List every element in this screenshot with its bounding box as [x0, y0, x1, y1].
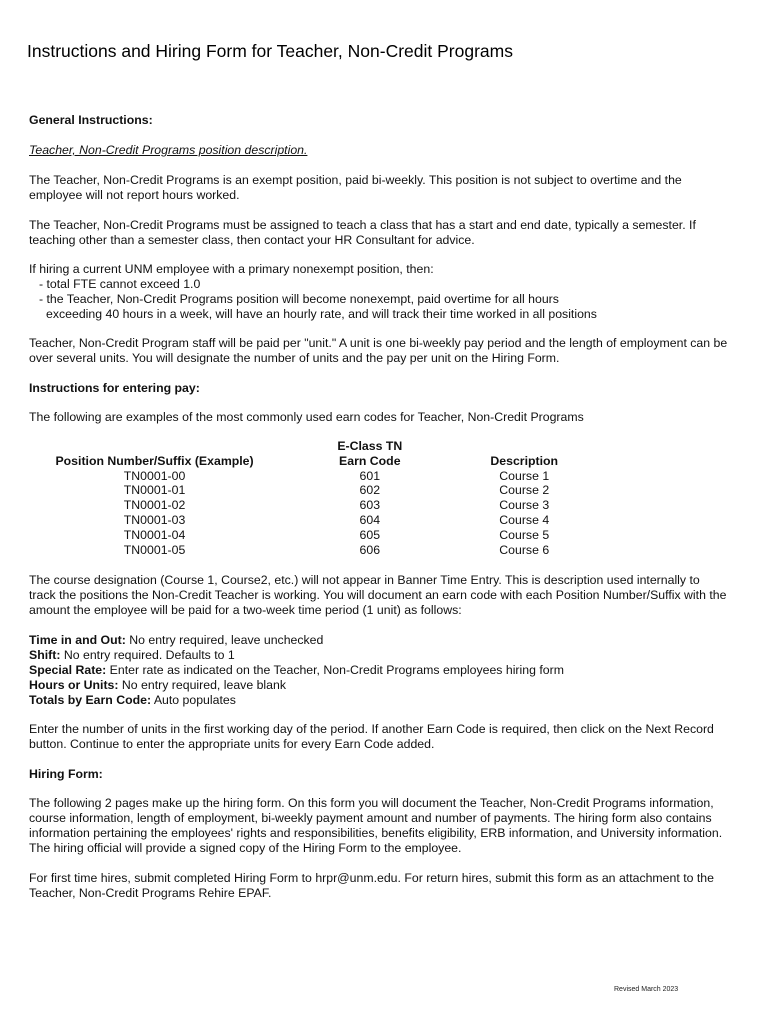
- submission-paragraph: For first time hires, submit completed Hiring Form to hrpr@unm.edu. For return hires, submit this form as an attachment to the Teacher, Non-Credit Programs Rehire EPAF.: [29, 871, 714, 900]
- overtime-bullet-continued: exceeding 40 hours in a week, will have an hourly rate, and will track their time worked in all positions: [46, 307, 597, 321]
- earn-code-cell: 603: [359, 498, 381, 513]
- description-cell: Course 1: [499, 468, 550, 483]
- hiring-form-paragraph: The following 2 pages make up the hiring form. On this form you will document the Teacher, Non-Credit Programs information, course information, length of employment, bi-weekly payment amount and number of payments. The hiring form also contains information pertaining the employees' rights and responsibilities, benefits eligibility, ERB information, and University information. The hiring official will provide a signed copy of the Hiring Form to the employee.: [29, 796, 723, 855]
- page-title: Instructions and Hiring Form for Teacher, Non-Credit Programs: [27, 41, 513, 61]
- table-row: [29, 543, 589, 558]
- earn-code-cell: 605: [359, 527, 381, 542]
- field-text: No entry required. Defaults to 1: [60, 648, 235, 662]
- field-label: Hours or Units:: [29, 678, 119, 692]
- nonexempt-intro: If hiring a current UNM employee with a primary nonexempt position, then:: [29, 262, 434, 276]
- field-instruction: [29, 648, 729, 663]
- unit-pay-paragraph: Teacher, Non-Credit Program staff will be paid per "unit." A unit is one bi-weekly pay period and the length of employment can be over several units. You will designate the number of units and the pay per unit on the Hiring Form.: [29, 336, 728, 365]
- field-instruction: [29, 663, 729, 678]
- position-cell: TN0001-00: [123, 468, 186, 483]
- entering-pay-heading: Instructions for entering pay:: [29, 381, 200, 395]
- revision-date: Revised March 2023: [614, 986, 679, 993]
- position-description-link[interactable]: Teacher, Non-Credit Programs position description.: [29, 143, 308, 157]
- earn-code-table: [29, 439, 589, 557]
- fte-bullet: - total FTE cannot exceed 1.0: [39, 277, 201, 291]
- field-text: No entry required, leave unchecked: [125, 633, 324, 647]
- earn-code-cell: 606: [359, 542, 381, 557]
- field-instruction: [29, 693, 729, 708]
- field-label: Special Rate:: [29, 663, 107, 677]
- table-row: [29, 469, 589, 484]
- nonexempt-employee-block: [29, 262, 729, 322]
- class-assignment-paragraph: The Teacher, Non-Credit Programs must be assigned to teach a class that has a start and end date, typically a semester. If teaching other than a semester class, then contact your HR Consultant for advice.: [29, 218, 696, 247]
- course-designation-paragraph: The course designation (Course 1, Course2, etc.) will not appear in Banner Time Entry. This is description used internally to track the positions the Non-Credit Teacher is working. You will document an earn code with each Position Number/Suffix with the amount the employee will be paid for a two-week time period (1 unit) as follows:: [29, 573, 727, 617]
- field-label: Totals by Earn Code:: [29, 693, 152, 707]
- eclass-header: E-Class TN: [337, 439, 403, 453]
- description-cell: Course 3: [499, 498, 550, 513]
- position-cell: TN0001-01: [123, 483, 186, 498]
- table-row: [29, 498, 589, 513]
- time-entry-fields: [29, 633, 729, 708]
- earn-code-cell: 604: [359, 512, 381, 527]
- table-header-row: [29, 454, 589, 469]
- eclass-header-row: [29, 439, 589, 454]
- description-cell: Course 2: [499, 483, 550, 498]
- field-text: Enter rate as indicated on the Teacher, Non-Credit Programs employees hiring form: [106, 663, 564, 677]
- column-header-position: Position Number/Suffix (Example): [55, 453, 254, 468]
- exempt-position-paragraph: The Teacher, Non-Credit Programs is an exempt position, paid bi-weekly. This position is not subject to overtime and the employee will not report hours worked.: [29, 173, 682, 202]
- position-cell: TN0001-04: [123, 527, 186, 542]
- field-text: Auto populates: [151, 693, 236, 707]
- position-cell: TN0001-03: [123, 512, 186, 527]
- field-label: Time in and Out:: [29, 633, 126, 647]
- units-entry-paragraph: Enter the number of units in the first working day of the period. If another Earn Code is required, then click on the Next Record button. Continue to enter the appropriate units for every Earn Code added.: [29, 722, 714, 751]
- table-row: [29, 528, 589, 543]
- description-cell: Course 6: [499, 542, 550, 557]
- table-row: [29, 483, 589, 498]
- overtime-bullet: - the Teacher, Non-Credit Programs position will become nonexempt, paid overtime for all hours: [39, 292, 559, 306]
- column-header-earn-code: Earn Code: [339, 453, 401, 468]
- description-cell: Course 4: [499, 512, 550, 527]
- field-instruction: [29, 678, 729, 693]
- general-instructions-heading: General Instructions:: [29, 113, 153, 127]
- table-row: [29, 513, 589, 528]
- field-instruction: [29, 633, 729, 648]
- column-header-description: Description: [490, 453, 559, 468]
- earn-code-cell: 602: [359, 483, 381, 498]
- hiring-form-heading: Hiring Form:: [29, 767, 103, 781]
- field-text: No entry required, leave blank: [118, 678, 286, 692]
- field-label: Shift:: [29, 648, 61, 662]
- position-cell: TN0001-02: [123, 498, 186, 513]
- description-cell: Course 5: [499, 527, 550, 542]
- position-cell: TN0001-05: [123, 542, 186, 557]
- earn-code-cell: 601: [359, 468, 381, 483]
- earn-codes-intro: The following are examples of the most commonly used earn codes for Teacher, Non-Credit Programs: [29, 410, 584, 424]
